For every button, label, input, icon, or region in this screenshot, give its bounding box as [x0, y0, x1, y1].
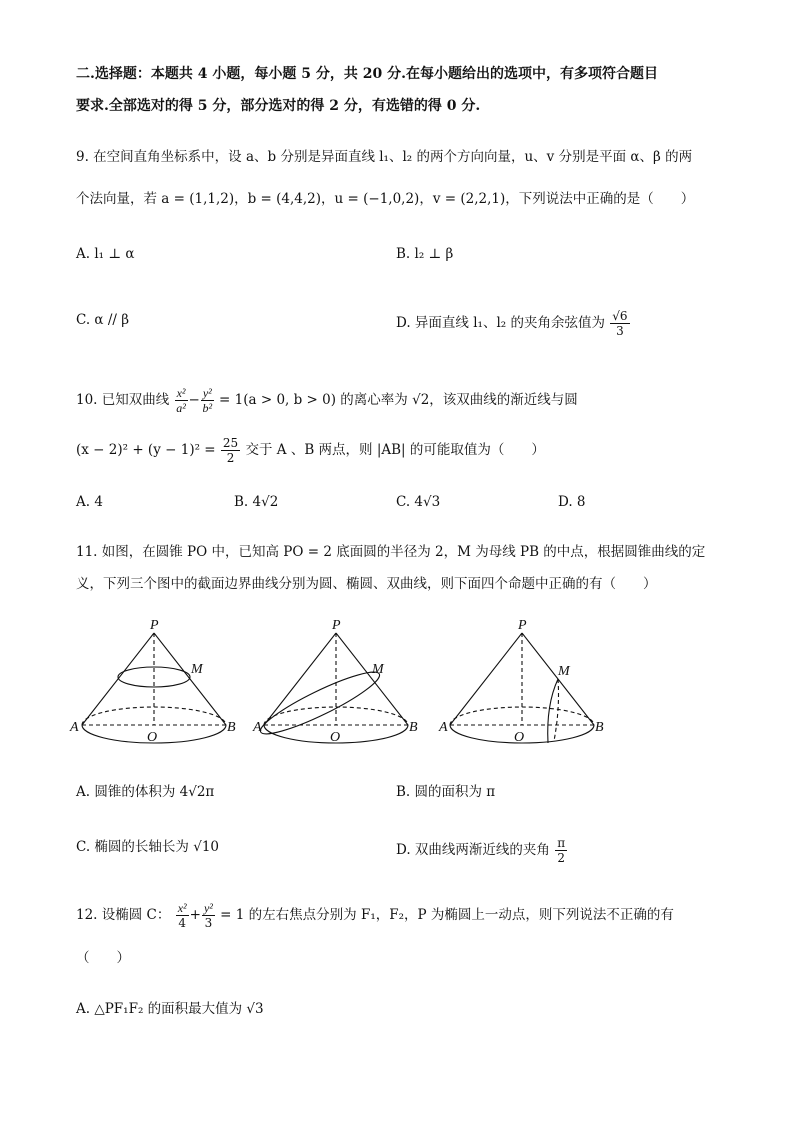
q11-option-b: B. 圆的面积为 π — [396, 784, 496, 800]
q11-option-d — [396, 836, 568, 865]
q12-frac-x — [176, 901, 189, 930]
q11-stem-line1: 11. 如图，在圆锥 PO 中，已知高 PO = 2 底面圆的半径为 2，M 为母线 PB 的中点，根据圆锥曲线的定 — [76, 544, 706, 560]
q10-frac-den: 2 — [226, 451, 235, 465]
q10-frac-x-num: x² — [176, 386, 186, 400]
q11-option-d-fraction — [555, 836, 567, 865]
q11-option-d-text: D. 双曲线两渐近线的夹角 — [396, 842, 550, 858]
cone-figure-ellipse — [250, 615, 430, 755]
q11-d-frac-den: 2 — [557, 851, 565, 865]
q10-line2-suffix: 交于 A 、B 两点，则 |AB| 的可能取值为（ ） — [245, 442, 545, 458]
q10-stem-line1: 10. 已知双曲线 $\frac{\text{x²}}{\text{a²}}$ − $\frac{\text{y²}}{\text{b²}}$ = 1(a > 0, b > 0) 的离心率为 √2，该双曲线的渐近线与圆 — [76, 386, 578, 415]
q9-stem-line2: 个法向量，若 a = (1,1,2)，b = (4,4,2)，u = (−1,0,2)，v = (2,2,1)，下列说法中正确的是（ ） — [76, 191, 695, 207]
q10-line1-prefix: 10. 已知双曲线 — [76, 392, 170, 408]
q9-option-d-fraction — [610, 309, 629, 338]
q12-frac-y — [202, 901, 215, 930]
fig3-label-o: O — [514, 730, 525, 745]
fig3-label-p: P — [518, 618, 527, 633]
q12-stem-line1: 12. 设椭圆 C： $\frac{\text{x²}}{4}$ + $\frac{\text{y²}}{3}$ = 1 的左右焦点分别为 F₁，F₂，P 为椭圆上一动点，则下列说法不正确的有 — [76, 901, 674, 930]
q11-option-c: C. 椭圆的长轴长为 √10 — [76, 839, 220, 855]
fig2-label-m: M — [372, 662, 384, 677]
q10-frac-25-2 — [221, 436, 240, 465]
cone-figure-circle — [66, 615, 246, 755]
section-header-line2: 要求.全部选对的得 5 分，部分选对的得 2 分，有选错的得 0 分. — [76, 98, 481, 114]
q12-frac-x-num: x² — [177, 901, 187, 915]
section-header-line1: 二.选择题：本题共 4 小题，每小题 5 分，共 20 分.在每小题给出的选项中，有多项符合题目 — [76, 66, 658, 82]
q12-stem-line2: （ ） — [76, 950, 130, 966]
q9-option-b: B. l₂ ⊥ β — [396, 246, 454, 262]
q12-frac-y-num: y² — [203, 901, 213, 915]
fig2-label-a: A — [253, 720, 262, 735]
q9-d-frac-den: 3 — [616, 324, 624, 338]
fig3-label-a: A — [439, 720, 448, 735]
q9-option-d — [396, 309, 631, 338]
fig2-label-o: O — [330, 730, 341, 745]
q10-line1-suffix: = 1(a > 0, b > 0) 的离心率为 √2，该双曲线的渐近线与圆 — [219, 392, 578, 408]
q12-option-a: A. △PF₁F₂ 的面积最大值为 √3 — [76, 1001, 264, 1017]
q11-stem-line2: 义，下列三个图中的截面边界曲线分别为圆、椭圆、双曲线，则下面四个命题中正确的有（ ） — [76, 576, 657, 592]
fig1-label-b: B — [227, 720, 236, 735]
fig1-label-o: O — [147, 730, 158, 745]
q10-line2-prefix: (x − 2)² + (y − 1)² = — [76, 442, 216, 458]
q10-option-b: B. 4√2 — [234, 494, 279, 510]
q10-frac-y — [201, 386, 214, 415]
q11-option-a: A. 圆锥的体积为 4√2π — [76, 784, 215, 800]
q10-frac-x — [175, 386, 188, 415]
q10-option-c: C. 4√3 — [396, 494, 441, 510]
fig2-label-p: P — [332, 618, 341, 633]
q12-line1-prefix: 12. 设椭圆 C： — [76, 907, 171, 923]
q10-option-d: D. 8 — [558, 494, 586, 510]
q9-stem-line1: 9. 在空间直角坐标系中，设 a、b 分别是异面直线 l₁、l₂ 的两个方向向量，u、v 分别是平面 α、β 的两 — [76, 149, 693, 165]
fig1-label-a: A — [70, 720, 79, 735]
q12-frac-x-den: 4 — [178, 916, 186, 930]
fig3-label-b: B — [595, 720, 604, 735]
q10-stem-line2 — [76, 436, 545, 465]
q10-frac-num: 25 — [222, 436, 239, 450]
cone-figure-hyperbola — [436, 615, 616, 755]
q11-d-frac-num: π — [557, 836, 566, 850]
q9-option-c: C. α // β — [76, 312, 130, 328]
q9-d-frac-num: √6 — [612, 309, 628, 323]
q10-frac-x-den: a² — [176, 401, 186, 415]
fig3-label-m: M — [558, 664, 570, 679]
q9-option-d-text: D. 异面直线 l₁、l₂ 的夹角余弦值为 — [396, 315, 605, 331]
q12-line1-suffix: = 1 的左右焦点分别为 F₁，F₂，P 为椭圆上一动点，则下列说法不正确的有 — [220, 907, 674, 923]
q10-frac-y-num: y² — [202, 386, 212, 400]
q12-frac-y-den: 3 — [204, 916, 213, 930]
q10-option-a: A. 4 — [76, 494, 103, 510]
q9-option-a: A. l₁ ⊥ α — [76, 246, 135, 262]
fig1-label-m: M — [191, 662, 203, 677]
fig1-label-p: P — [150, 618, 159, 633]
fig2-label-b: B — [409, 720, 418, 735]
q10-frac-y-den: b² — [202, 401, 213, 415]
